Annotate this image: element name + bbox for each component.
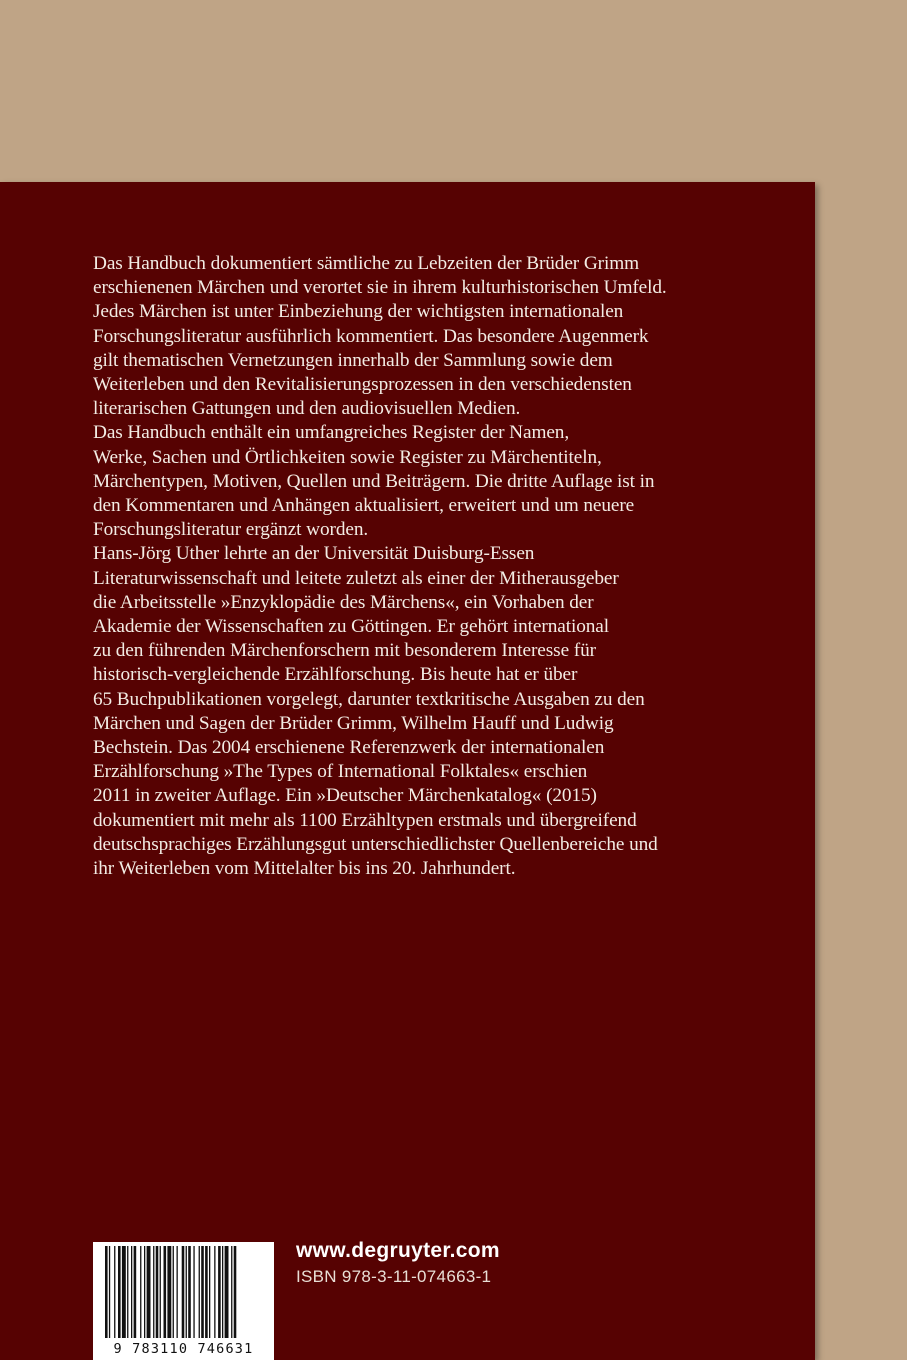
blurb-line: dokumentiert mit mehr als 1100 Erzähltypen erstmals und übergreifend <box>93 809 637 831</box>
blurb-line: deutschsprachiges Erzählungsgut unterschiedlichster Quellenbereiche und <box>93 833 658 855</box>
barcode-bar <box>131 1246 132 1338</box>
blurb-line: gilt thematischen Vernetzungen innerhalb der Sammlung sowie dem <box>93 349 613 371</box>
blurb-line: Erzählforschung »The Types of International Folktales« erschien <box>93 761 588 783</box>
barcode-bar <box>231 1246 232 1338</box>
blurb-line: Forschungsliteratur ausführlich kommentiert. Das besondere Augenmerk <box>93 325 649 347</box>
blurb-line: die Arbeitsstelle »Enzyklopädie des Märchens«, ein Vorhaben der <box>93 591 594 613</box>
blurb-line: Literaturwissenschaft und leitete zuletzt als einer der Mitherausgeber <box>93 567 619 589</box>
barcode-bar <box>109 1246 110 1338</box>
blurb-line: Akademie der Wissenschaften zu Göttingen. Er gehört international <box>93 616 610 638</box>
barcode-bar <box>222 1246 223 1338</box>
barcode-bar <box>160 1246 161 1338</box>
blurb-line: Hans-Jörg Uther lehrte an der Universität Duisburg-Essen <box>93 543 535 565</box>
publisher-url: www.degruyter.com <box>296 1239 500 1262</box>
barcode-bar <box>167 1246 171 1338</box>
barcode-bar <box>209 1246 210 1338</box>
blurb-line: Das Handbuch enthält ein umfangreiches Register der Namen, <box>93 422 570 444</box>
barcode-digits: 9 783110 746631 <box>93 1341 274 1357</box>
blurb-line: erschienenen Märchen und verortet sie in ihrem kulturhistorischen Umfeld. <box>93 277 667 299</box>
barcode-bar <box>140 1246 141 1338</box>
barcode-bar <box>234 1246 237 1338</box>
blurb-line: den Kommentaren und Anhängen aktualisiert, erweitert und um neuere <box>93 495 635 517</box>
blurb-line: zu den führenden Märchenforschern mit besonderem Interesse für <box>93 640 596 662</box>
blurb-line: 2011 in zweiter Auflage. Ein »Deutscher Märchenkatalog« (2015) <box>93 785 597 807</box>
barcode-bar <box>144 1246 145 1338</box>
barcode-bar <box>186 1246 187 1338</box>
barcode-bar <box>177 1246 178 1338</box>
blurb-line: historisch-vergleichende Erzählforschung. Bis heute hat er über <box>93 664 578 686</box>
blurb-line: Weiterleben und den Revitalisierungsprozessen in den verschiedensten <box>93 374 632 396</box>
blurb-line: Werke, Sachen und Örtlichkeiten sowie Register zu Märchentiteln, <box>93 446 602 468</box>
barcode-bar <box>164 1246 167 1338</box>
barcode-bar <box>193 1246 194 1338</box>
blurb-line: Jedes Märchen ist unter Einbeziehung der wichtigsten internationalen <box>93 301 624 323</box>
barcode-bar <box>173 1246 174 1338</box>
blurb-line: 65 Buchpublikationen vorgelegt, darunter textkritische Ausgaben zu den <box>93 688 645 710</box>
barcode-bar <box>127 1246 128 1338</box>
barcode-bar <box>122 1246 126 1338</box>
isbn-number: ISBN 978-3-11-074663-1 <box>296 1267 492 1286</box>
barcode-bar <box>214 1246 215 1338</box>
barcode-bar <box>218 1246 221 1338</box>
blurb-line: ihr Weiterleben vom Mittelalter bis ins 20. Jahrhundert. <box>93 858 516 880</box>
barcode-bar <box>105 1246 108 1338</box>
barcode-bar <box>118 1246 121 1338</box>
barcode-bar <box>205 1246 208 1338</box>
barcode-bar <box>225 1246 229 1338</box>
blurb-line: Märchen und Sagen der Brüder Grimm, Wilhelm Hauff und Ludwig <box>93 712 614 734</box>
barcode <box>93 1242 274 1360</box>
barcode-bars <box>93 1242 274 1342</box>
blurb-line: literarischen Gattungen und den audiovisuellen Medien. <box>93 398 521 420</box>
barcode-bar <box>188 1246 191 1338</box>
barcode-bar <box>134 1246 137 1338</box>
barcode-bar <box>201 1246 204 1338</box>
blurb-line: Märchentypen, Motiven, Quellen und Beiträgern. Die dritte Auflage ist in <box>93 470 655 492</box>
barcode-bar <box>182 1246 185 1338</box>
barcode-bar <box>199 1246 200 1338</box>
blurb-line: Bechstein. Das 2004 erschienene Referenzwerk der internationalen <box>93 737 605 759</box>
barcode-bar <box>114 1246 115 1338</box>
blurb-line: Das Handbuch dokumentiert sämtliche zu Lebzeiten der Brüder Grimm <box>93 253 640 274</box>
blurb-line: Forschungsliteratur ergänzt worden. <box>93 519 369 541</box>
blurb-text <box>93 252 793 881</box>
barcode-bar <box>147 1246 151 1338</box>
barcode-bar <box>153 1246 154 1338</box>
barcode-bar <box>156 1246 159 1338</box>
